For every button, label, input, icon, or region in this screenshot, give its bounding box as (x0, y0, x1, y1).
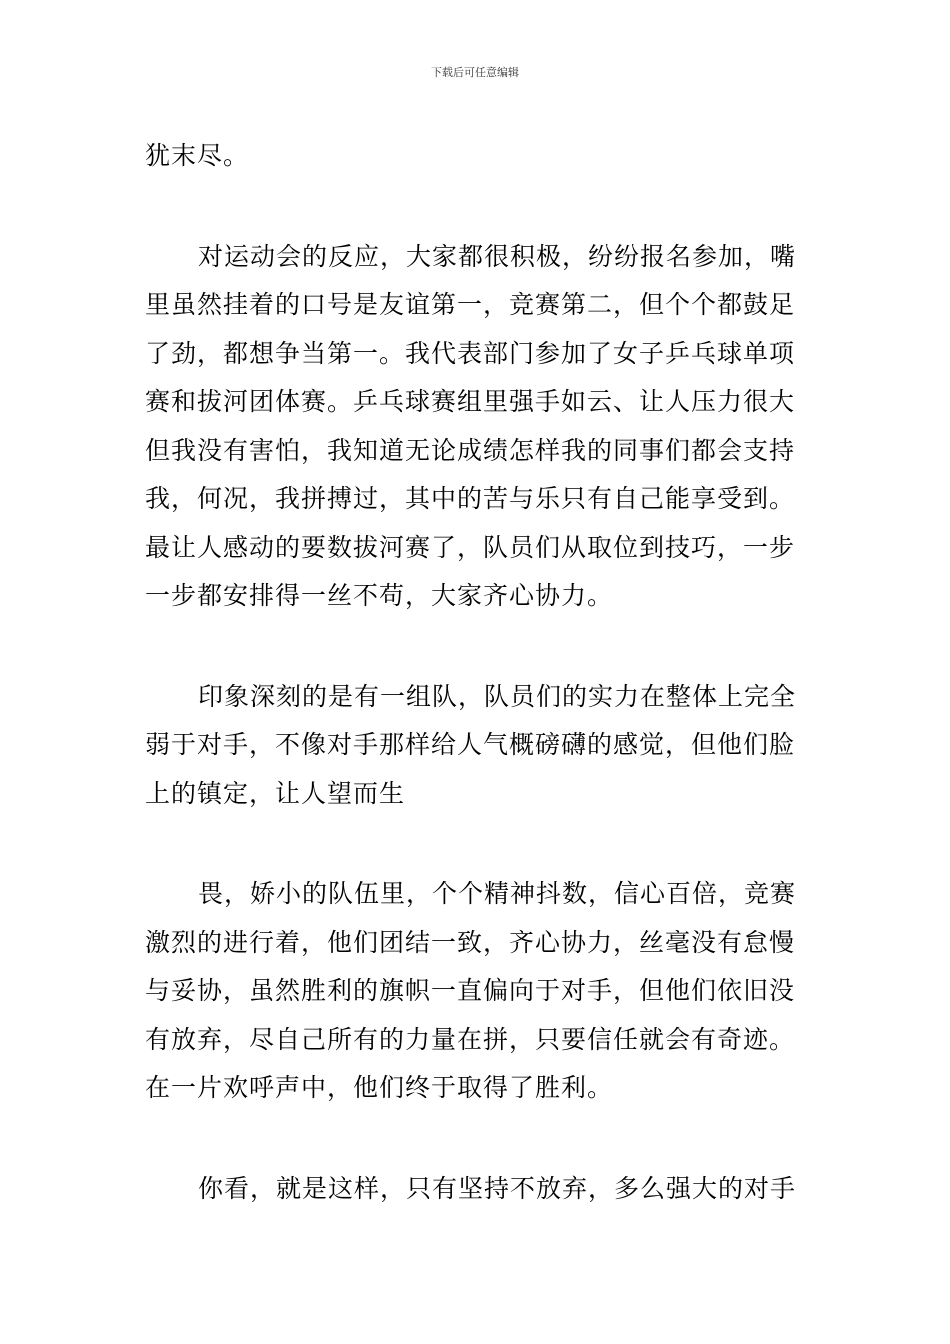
text-line: 但我没有害怕，我知道无论成绩怎样我的同事们都会支持 (145, 435, 796, 465)
text-line: 畏，娇小的队伍里，个个精神抖数，信心百倍，竞赛 (198, 879, 797, 908)
text-line: 赛和拔河团体赛。乒乓球赛组里强手如云、让人压力很大 (145, 387, 796, 416)
text-line: 犹末尽。 (145, 141, 250, 170)
text-line: 在一片欢呼声中，他们终于取得了胜利。 (145, 1073, 614, 1102)
text-line: 对运动会的反应，大家都很积极，纷纷报名参加，嘴 (198, 241, 797, 271)
paragraph-sports-meet (145, 233, 813, 621)
text-line: 印象深刻的是有一组队，队员们的实力在整体上完全 (198, 681, 797, 711)
paragraph-conclusion (145, 1165, 813, 1214)
paragraph-impression (145, 673, 813, 819)
text-line: 了劲，都想争当第一。我代表部门参加了女子乒乓球单项 (145, 338, 796, 368)
text-line: 你看，就是这样，只有坚持不放弃，多么强大的对手 (198, 1173, 797, 1203)
text-line: 我，何况，我拼搏过，其中的苦与乐只有自己能享受到。 (145, 484, 796, 513)
text-line: 里虽然挂着的口号是友谊第一，竞赛第二，但个个都鼓足 (145, 290, 796, 319)
text-line: 上的镇定，让人望而生 (145, 778, 406, 808)
text-line: 最让人感动的要数拔河赛了，队员们从取位到技巧，一步 (145, 532, 796, 562)
page-header-note: 下载后可任意编辑 (431, 66, 519, 79)
text-line: 一步都安排得一丝不苟，大家齐心协力。 (145, 581, 614, 610)
text-line: 激烈的进行着，他们团结一致，齐心协力，丝毫没有怠慢 (145, 927, 796, 957)
text-line: 弱于对手，不像对手那样给人气概磅礴的感觉，但他们脸 (145, 730, 796, 759)
paragraph-continuation (145, 132, 813, 181)
text-line: 与妥协，虽然胜利的旗帜一直偏向于对手，但他们依旧没 (145, 976, 796, 1005)
document-body (145, 132, 813, 1213)
text-line: 有放弃，尽自己所有的力量在拼，只要信任就会有奇迹。 (145, 1024, 796, 1054)
paragraph-team-victory (145, 870, 813, 1113)
